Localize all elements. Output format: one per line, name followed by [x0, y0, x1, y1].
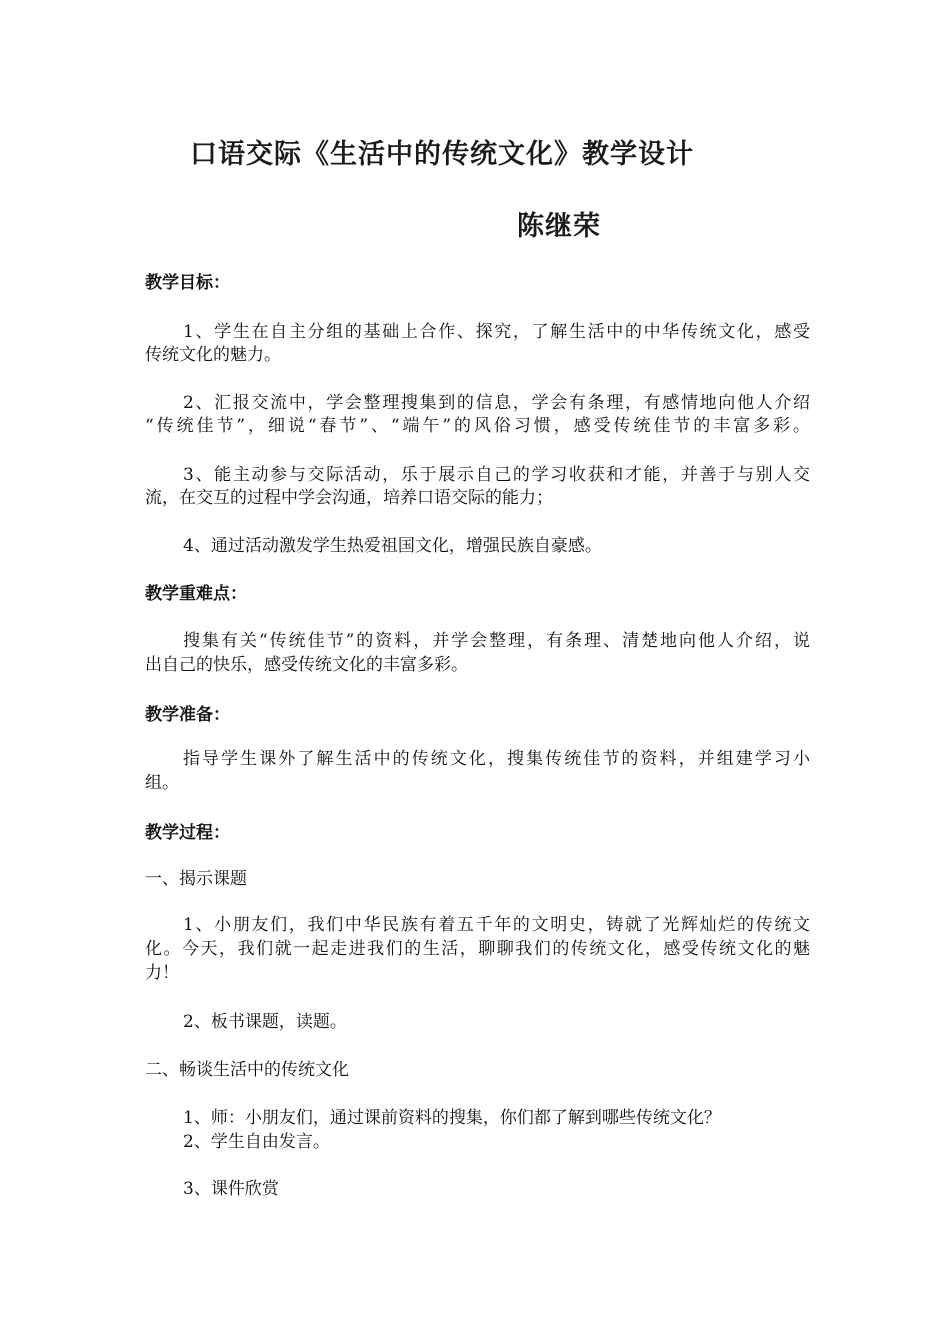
process-part-1-item-1-line-3: 力！: [145, 963, 179, 983]
preparation-heading: 教学准备：: [145, 705, 230, 725]
process-part-1-item-2: 2、板书课题，读题。: [183, 1012, 347, 1032]
goal-2-line-1: 2、汇报交流中，学会整理搜集到的信息，学会有条理，有感情地向他人介绍: [183, 393, 810, 413]
process-part-2-item-2: 2、学生自由发言。: [183, 1132, 330, 1152]
key-points-heading: 教学重难点：: [145, 584, 247, 604]
process-part-2-title: 二、畅谈生活中的传统文化: [145, 1060, 349, 1080]
goal-2-line-2: “传统佳节”，细说“春节”、“端午”的风俗习惯，感受传统佳节的丰富多彩。: [145, 416, 810, 436]
goal-4-line-1: 4、通过活动激发学生热爱祖国文化，增强民族自豪感。: [183, 536, 602, 556]
preparation-line-2: 组。: [145, 773, 179, 793]
goals-heading: 教学目标：: [145, 273, 230, 293]
preparation-line-1: 指导学生课外了解生活中的传统文化，搜集传统佳节的资料，并组建学习小: [183, 749, 810, 769]
process-part-1-title: 一、揭示课题: [145, 869, 247, 889]
document-author: 陈继荣: [517, 211, 601, 242]
key-points-line-1: 搜集有关“传统佳节”的资料，并学会整理，有条理、清楚地向他人介绍，说: [183, 631, 810, 651]
goal-3-line-2: 流，在交互的过程中学会沟通，培养口语交际的能力；: [145, 488, 553, 508]
process-part-2-item-1: 1、师：小朋友们，通过课前资料的搜集，你们都了解到哪些传统文化？: [183, 1108, 721, 1128]
goal-1-line-1: 1、学生在自主分组的基础上合作、探究，了解生活中的中华传统文化，感受: [183, 322, 810, 342]
process-part-1-item-1-line-1: 1、小朋友们，我们中华民族有着五千年的文明史，铸就了光辉灿烂的传统文: [183, 915, 810, 935]
goal-3-line-1: 3、能主动参与交际活动，乐于展示自己的学习收获和才能，并善于与别人交: [183, 465, 810, 485]
process-part-2-item-3: 3、课件欣赏: [183, 1179, 279, 1199]
process-part-1-item-1-line-2: 化。今天，我们就一起走进我们的生活，聊聊我们的传统文化，感受传统文化的魅: [145, 939, 810, 959]
document-title: 口语交际《生活中的传统文化》教学设计: [190, 139, 694, 170]
goal-1-line-2: 传统文化的魅力。: [145, 345, 281, 365]
process-heading: 教学过程：: [145, 823, 230, 843]
key-points-line-2: 出自己的快乐，感受传统文化的丰富多彩。: [145, 655, 468, 675]
